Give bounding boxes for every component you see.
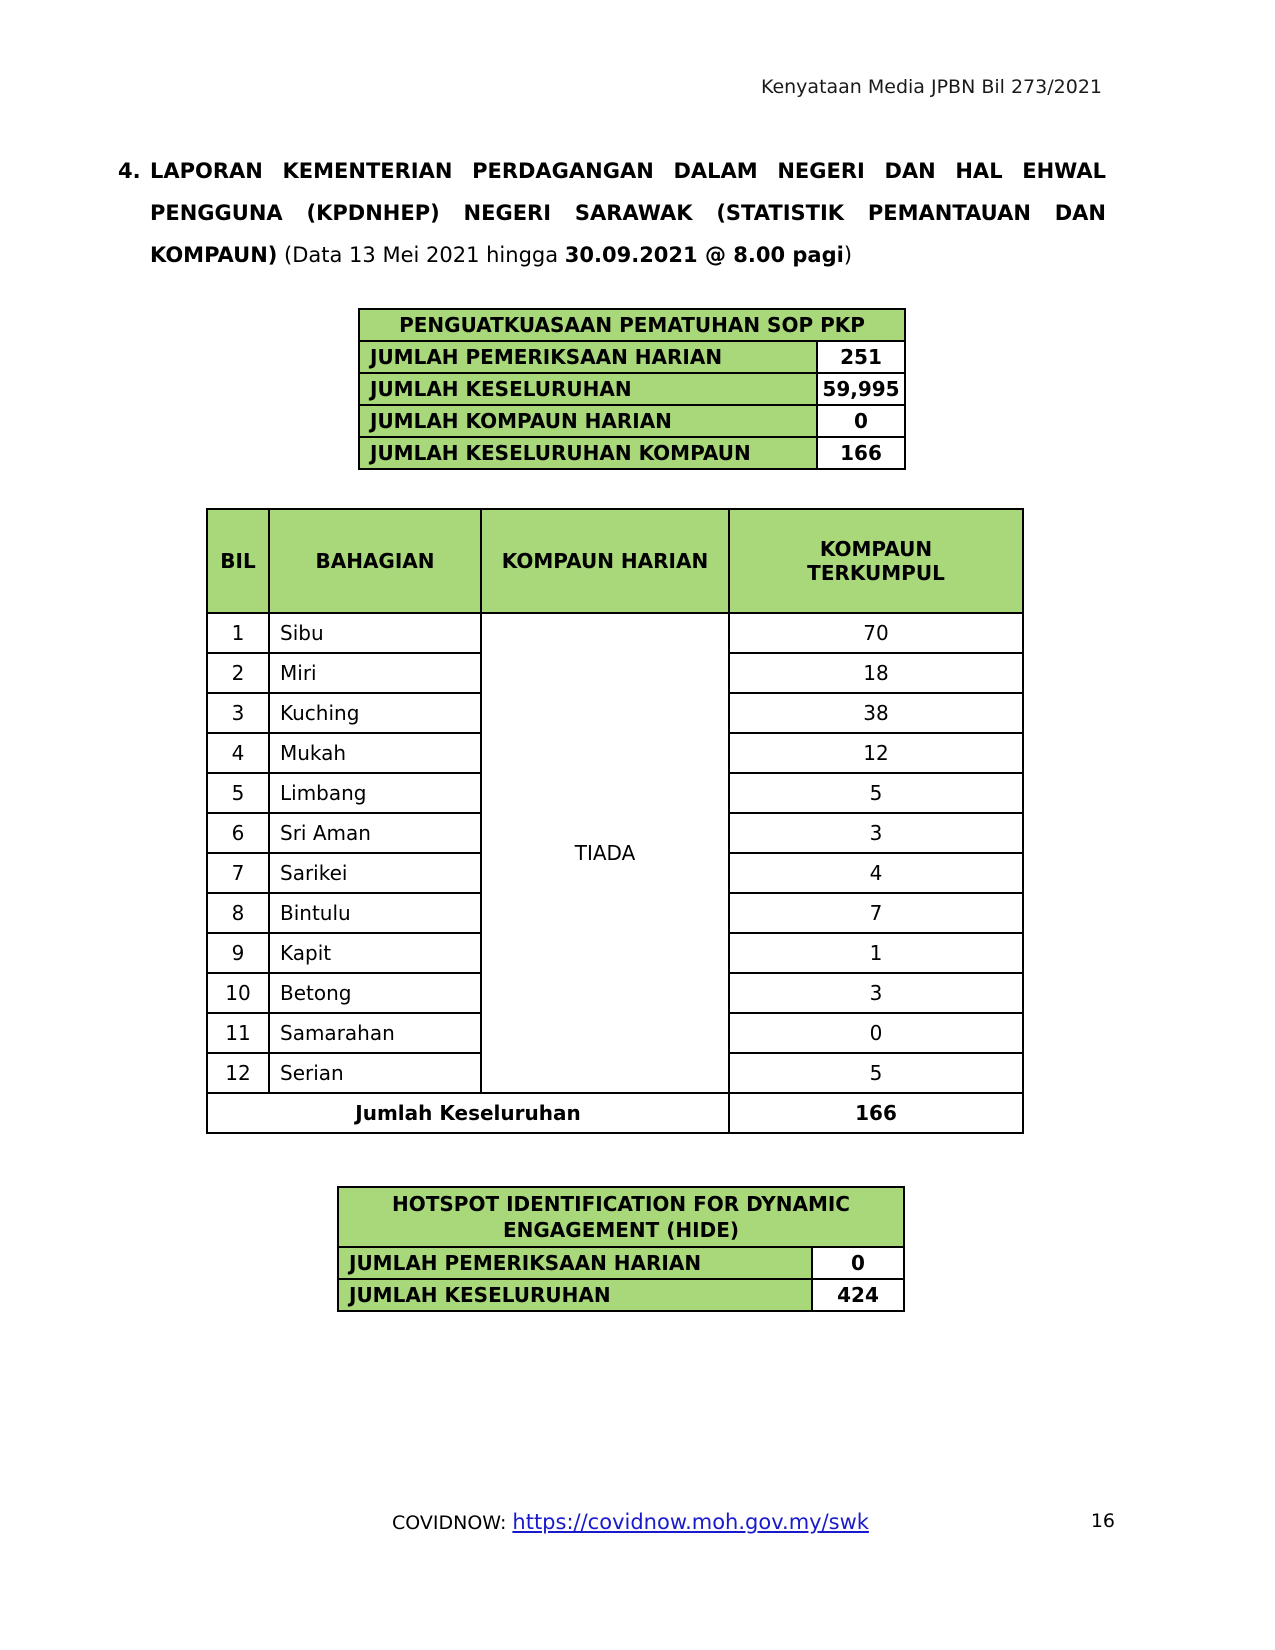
cell-bahagian: Samarahan [269,1013,481,1053]
header-terkumpul-line-1: KOMPAUN [819,537,933,561]
table-header-row [207,509,1023,613]
hide-row-label: JUMLAH KESELURUHAN [338,1279,812,1311]
cell-bahagian: Kapit [269,933,481,973]
header-bil: BIL [207,509,269,613]
hide-table [337,1186,905,1312]
total-label: Jumlah Keseluruhan [207,1093,729,1133]
hide-row-value: 424 [812,1279,904,1311]
cell-bil: 4 [207,733,269,773]
cell-terkumpul: 3 [729,973,1023,1013]
table-row [359,373,905,405]
cell-bahagian: Limbang [269,773,481,813]
section-title-line-3 [150,234,1106,276]
section-heading [118,150,1106,276]
cell-bahagian: Mukah [269,733,481,773]
sop-enforcement-table [358,308,906,470]
hide-table-title: HOTSPOT IDENTIFICATION FOR DYNAMIC ENGAGEMENT (HIDE) [338,1187,904,1247]
cell-terkumpul: 38 [729,693,1023,733]
sop-table-title: PENGUATKUASAAN PEMATUHAN SOP PKP [359,309,905,341]
cell-bahagian: Kuching [269,693,481,733]
section-title-kompaun: KOMPAUN) [150,243,278,267]
cell-bil: 3 [207,693,269,733]
cell-bil: 1 [207,613,269,653]
cell-terkumpul: 7 [729,893,1023,933]
sop-row-label: JUMLAH PEMERIKSAAN HARIAN [359,341,817,373]
sop-row-value: 59,995 [817,373,905,405]
cell-terkumpul: 4 [729,853,1023,893]
sop-row-label: JUMLAH KOMPAUN HARIAN [359,405,817,437]
cell-terkumpul: 0 [729,1013,1023,1053]
section-title-line-2: PENGGUNA (KPDNHEP) NEGERI SARAWAK (STATISTIK PEMANTAUAN DAN [150,201,1106,225]
cell-terkumpul: 5 [729,773,1023,813]
section-number: 4. [118,159,141,183]
table-row [359,341,905,373]
cell-bil: 11 [207,1013,269,1053]
section-data-date: 30.09.2021 @ 8.00 pagi [564,243,844,267]
cell-bil: 12 [207,1053,269,1093]
cell-bahagian: Sibu [269,613,481,653]
hide-row-value: 0 [812,1247,904,1279]
cell-bil: 10 [207,973,269,1013]
sop-row-label: JUMLAH KESELURUHAN [359,373,817,405]
cell-terkumpul: 5 [729,1053,1023,1093]
table-row [338,1279,904,1311]
document-reference: Kenyataan Media JPBN Bil 273/2021 [760,76,1102,98]
footer [392,1510,869,1534]
cell-terkumpul: 12 [729,733,1023,773]
cell-bahagian: Miri [269,653,481,693]
table-row [207,613,1023,653]
header-kompaun-terkumpul [729,509,1023,613]
cell-bil: 7 [207,853,269,893]
cell-bahagian: Sri Aman [269,813,481,853]
section-data-range-text: (Data 13 Mei 2021 hingga [277,243,565,267]
table-row [359,437,905,469]
cell-terkumpul: 70 [729,613,1023,653]
cell-bil: 5 [207,773,269,813]
cell-terkumpul: 1 [729,933,1023,973]
sop-row-value: 166 [817,437,905,469]
covidnow-link[interactable]: https://covidnow.moh.gov.my/swk [512,1510,869,1534]
section-title-line-1: LAPORAN KEMENTERIAN PERDAGANGAN DALAM NEGERI DAN HAL EHWAL [150,159,1106,183]
cell-kompaun-harian-tiada: TIADA [481,613,729,1093]
cell-terkumpul: 18 [729,653,1023,693]
total-value: 166 [729,1093,1023,1133]
cell-bahagian: Betong [269,973,481,1013]
kompaun-by-division-table [206,508,1024,1134]
section-close-paren: ) [843,243,853,267]
header-kompaun-harian: KOMPAUN HARIAN [481,509,729,613]
sop-row-value: 251 [817,341,905,373]
cell-terkumpul: 3 [729,813,1023,853]
cell-bahagian: Serian [269,1053,481,1093]
footer-prefix: COVIDNOW: [392,1512,513,1534]
table-row [338,1247,904,1279]
total-row [207,1093,1023,1133]
header-bahagian: BAHAGIAN [269,509,481,613]
cell-bil: 6 [207,813,269,853]
cell-bil: 2 [207,653,269,693]
sop-row-label: JUMLAH KESELURUHAN KOMPAUN [359,437,817,469]
header-terkumpul-line-2: TERKUMPUL [807,561,945,585]
cell-bil: 9 [207,933,269,973]
cell-bahagian: Sarikei [269,853,481,893]
sop-row-value: 0 [817,405,905,437]
hide-row-label: JUMLAH PEMERIKSAAN HARIAN [338,1247,812,1279]
cell-bahagian: Bintulu [269,893,481,933]
table-row [359,405,905,437]
cell-bil: 8 [207,893,269,933]
page-number: 16 [1090,1510,1115,1532]
